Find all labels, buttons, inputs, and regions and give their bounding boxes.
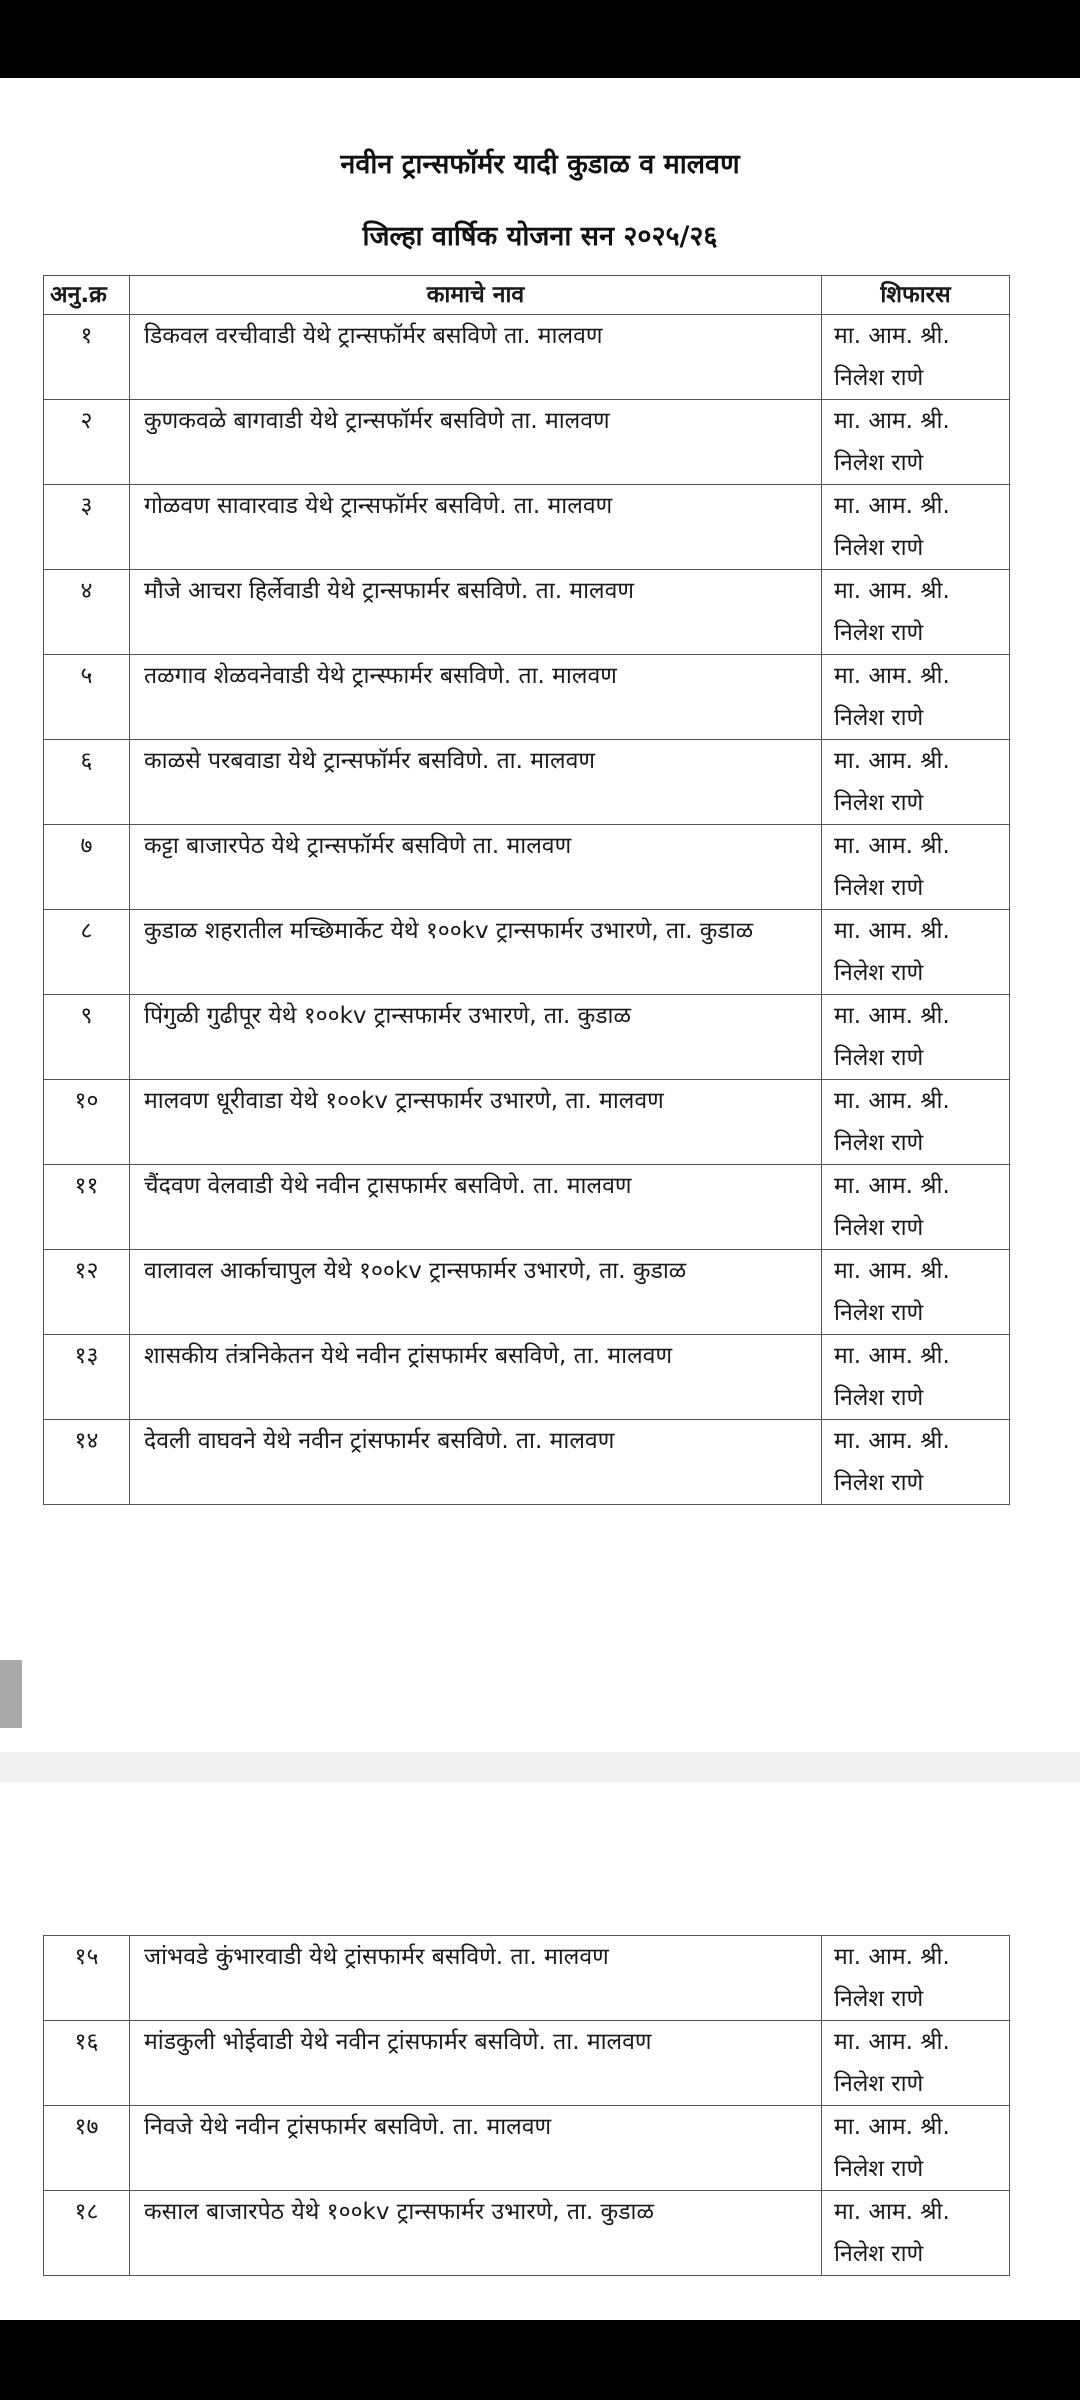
- work-name: मालवण धूरीवाडा येथे १००kv ट्रान्सफार्मर उभारणे, ता. मालवण: [130, 1080, 822, 1165]
- table-row: [44, 655, 1010, 740]
- recommendation: [822, 910, 1010, 995]
- recommendation: [822, 1420, 1010, 1505]
- serial-number: १३: [44, 1335, 130, 1420]
- table-row: [44, 2106, 1010, 2191]
- work-name: वालावल आर्काचापुल येथे १००kv ट्रान्सफार्मर उभारणे, ता. कुडाळ: [130, 1250, 822, 1335]
- recommendation-title: मा. आम. श्री.: [834, 1343, 950, 1369]
- recommendation-title: मा. आम. श्री.: [834, 2029, 950, 2055]
- serial-number: ५: [44, 655, 130, 740]
- table-row: [44, 570, 1010, 655]
- table-row: [44, 995, 1010, 1080]
- serial-number: ९: [44, 995, 130, 1080]
- header-work-name: कामाचे नाव: [130, 276, 822, 315]
- recommendation-title: मा. आम. श्री.: [834, 1173, 950, 1199]
- recommendation-title: मा. आम. श्री.: [834, 1944, 950, 1970]
- recommendation-name: निलेश राणे: [834, 1986, 924, 2012]
- recommendation: [822, 655, 1010, 740]
- recommendation-title: मा. आम. श्री.: [834, 833, 950, 859]
- recommendation-name: निलेश राणे: [834, 705, 924, 731]
- serial-number: ७: [44, 825, 130, 910]
- recommendation: [822, 2191, 1010, 2276]
- recommendation-name: निलेश राणे: [834, 1130, 924, 1156]
- serial-number: १०: [44, 1080, 130, 1165]
- table-row: [44, 485, 1010, 570]
- recommendation-title: मा. आम. श्री.: [834, 1088, 950, 1114]
- recommendation-title: मा. आम. श्री.: [834, 408, 950, 434]
- recommendation-name: निलेश राणे: [834, 790, 924, 816]
- serial-number: ८: [44, 910, 130, 995]
- recommendation-title: मा. आम. श्री.: [834, 323, 950, 349]
- table-row: [44, 400, 1010, 485]
- serial-number: १६: [44, 2021, 130, 2106]
- table-row: [44, 315, 1010, 400]
- recommendation-name: निलेश राणे: [834, 960, 924, 986]
- work-name: डिकवल वरचीवाडी येथे ट्रान्सफॉर्मर बसविणे ता. मालवण: [130, 315, 822, 400]
- recommendation-title: मा. आम. श्री.: [834, 1258, 950, 1284]
- recommendation-title: मा. आम. श्री.: [834, 2114, 950, 2140]
- work-name: कसाल बाजारपेठ येथे १००kv ट्रान्सफार्मर उभारणे, ता. कुडाळ: [130, 2191, 822, 2276]
- recommendation: [822, 1335, 1010, 1420]
- recommendation: [822, 2021, 1010, 2106]
- serial-number: २: [44, 400, 130, 485]
- serial-number: १: [44, 315, 130, 400]
- table-header-row: [44, 276, 1010, 315]
- recommendation-name: निलेश राणे: [834, 535, 924, 561]
- recommendation: [822, 400, 1010, 485]
- work-name: कट्टा बाजारपेठ येथे ट्रान्सफॉर्मर बसविणे ता. मालवण: [130, 825, 822, 910]
- bottom-black-bar: [0, 2320, 1080, 2400]
- work-name: मांडकुली भोईवाडी येथे नवीन ट्रांसफार्मर बसविणे. ता. मालवण: [130, 2021, 822, 2106]
- recommendation: [822, 1080, 1010, 1165]
- work-name: शासकीय तंत्रनिकेतन येथे नवीन ट्रांसफार्मर बसविणे, ता. मालवण: [130, 1335, 822, 1420]
- work-name: मौजे आचरा हिर्लेवाडी येथे ट्रान्सफार्मर बसविणे. ता. मालवण: [130, 570, 822, 655]
- recommendation-title: मा. आम. श्री.: [834, 748, 950, 774]
- table-row: [44, 1080, 1010, 1165]
- recommendation-name: निलेश राणे: [834, 1385, 924, 1411]
- document-title: नवीन ट्रान्सफॉर्मर यादी कुडाळ व मालवण: [340, 149, 740, 180]
- recommendation: [822, 1165, 1010, 1250]
- recommendation-name: निलेश राणे: [834, 2071, 924, 2097]
- table-row: [44, 2021, 1010, 2106]
- serial-number: १८: [44, 2191, 130, 2276]
- recommendation-name: निलेश राणे: [834, 1470, 924, 1496]
- header-recommendation: शिफारस: [822, 276, 1010, 315]
- table-row: [44, 1420, 1010, 1505]
- table-row: [44, 1165, 1010, 1250]
- recommendation-title: मा. आम. श्री.: [834, 1428, 950, 1454]
- serial-number: ६: [44, 740, 130, 825]
- recommendation-name: निलेश राणे: [834, 1215, 924, 1241]
- recommendation: [822, 740, 1010, 825]
- recommendation: [822, 995, 1010, 1080]
- table-row: [44, 1936, 1010, 2021]
- document-subtitle: जिल्हा वार्षिक योजना सन २०२५/२६: [362, 221, 718, 252]
- serial-number: १७: [44, 2106, 130, 2191]
- work-name: गोळवण सावारवाड येथे ट्रान्सफॉर्मर बसविणे. ता. मालवण: [130, 485, 822, 570]
- header-serial-number: अनु.क्र: [44, 276, 130, 315]
- table-row: [44, 1335, 1010, 1420]
- recommendation-name: निलेश राणे: [834, 2156, 924, 2182]
- recommendation: [822, 1250, 1010, 1335]
- table-row: [44, 1250, 1010, 1335]
- recommendation: [822, 315, 1010, 400]
- page-break: [0, 1752, 1080, 1782]
- work-name: कुडाळ शहरातील मच्छिमार्केट येथे १००kv ट्रान्सफार्मर उभारणे, ता. कुडाळ: [130, 910, 822, 995]
- work-name: चैंदवण वेलवाडी येथे नवीन ट्रासफार्मर बसविणे. ता. मालवण: [130, 1165, 822, 1250]
- recommendation-name: निलेश राणे: [834, 1045, 924, 1071]
- recommendation: [822, 1936, 1010, 2021]
- top-black-bar: [0, 0, 1080, 78]
- recommendation: [822, 825, 1010, 910]
- work-name: तळगाव शेळवनेवाडी येथे ट्रान्स्फार्मर बसविणे. ता. मालवण: [130, 655, 822, 740]
- recommendation-title: मा. आम. श्री.: [834, 918, 950, 944]
- recommendation-name: निलेश राणे: [834, 450, 924, 476]
- scroll-marker: [0, 1660, 22, 1728]
- recommendation-name: निलेश राणे: [834, 620, 924, 646]
- recommendation: [822, 570, 1010, 655]
- serial-number: १५: [44, 1936, 130, 2021]
- recommendation-name: निलेश राणे: [834, 875, 924, 901]
- work-name: काळसे परबवाडा येथे ट्रान्सफॉर्मर बसविणे. ता. मालवण: [130, 740, 822, 825]
- serial-number: १२: [44, 1250, 130, 1335]
- recommendation-title: मा. आम. श्री.: [834, 2199, 950, 2225]
- recommendation-title: मा. आम. श्री.: [834, 578, 950, 604]
- table-row: [44, 910, 1010, 995]
- recommendation-title: मा. आम. श्री.: [834, 493, 950, 519]
- table-row: [44, 740, 1010, 825]
- recommendation-name: निलेश राणे: [834, 365, 924, 391]
- recommendation: [822, 485, 1010, 570]
- work-name: निवजे येथे नवीन ट्रांसफार्मर बसविणे. ता. मालवण: [130, 2106, 822, 2191]
- serial-number: ४: [44, 570, 130, 655]
- recommendation-title: मा. आम. श्री.: [834, 663, 950, 689]
- transformer-table-page-1: [43, 275, 1010, 1505]
- work-name: पिंगुळी गुढीपूर येथे १००kv ट्रान्सफार्मर उभारणे, ता. कुडाळ: [130, 995, 822, 1080]
- recommendation-name: निलेश राणे: [834, 1300, 924, 1326]
- work-name: कुणकवळे बागवाडी येथे ट्रान्सफॉर्मर बसविणे ता. मालवण: [130, 400, 822, 485]
- recommendation-title: मा. आम. श्री.: [834, 1003, 950, 1029]
- recommendation-name: निलेश राणे: [834, 2241, 924, 2267]
- table-row: [44, 2191, 1010, 2276]
- recommendation: [822, 2106, 1010, 2191]
- serial-number: १४: [44, 1420, 130, 1505]
- serial-number: ११: [44, 1165, 130, 1250]
- transformer-table-page-2: [43, 1935, 1010, 2276]
- serial-number: ३: [44, 485, 130, 570]
- table-row: [44, 825, 1010, 910]
- work-name: देवली वाघवने येथे नवीन ट्रांसफार्मर बसविणे. ता. मालवण: [130, 1420, 822, 1505]
- work-name: जांभवडे कुंभारवाडी येथे ट्रांसफार्मर बसविणे. ता. मालवण: [130, 1936, 822, 2021]
